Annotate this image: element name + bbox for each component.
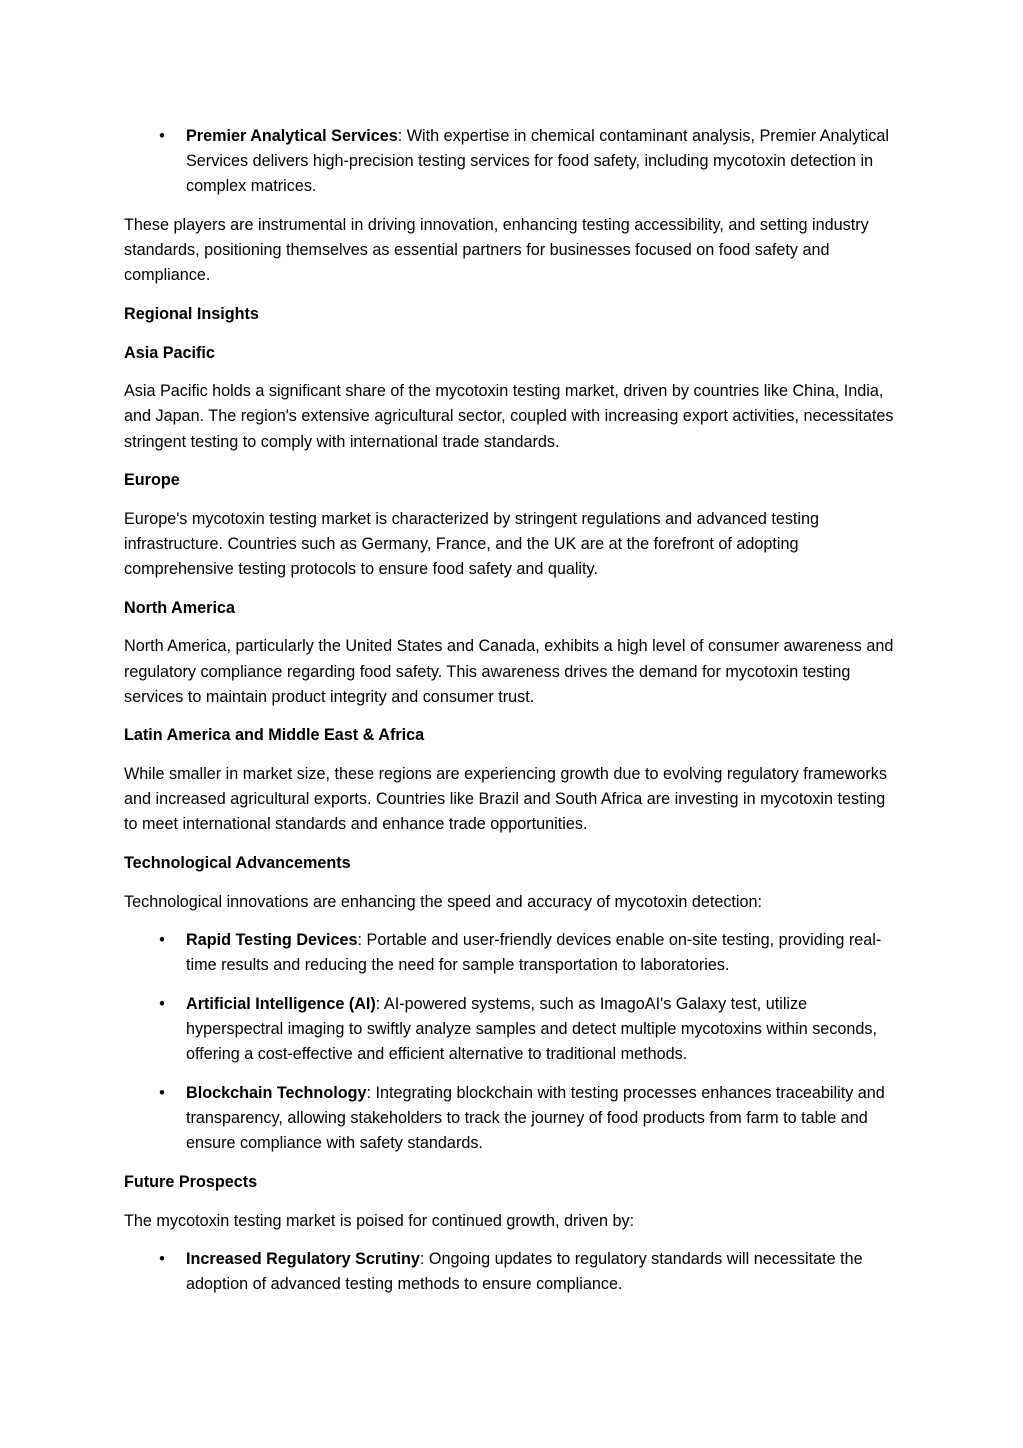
list-item-text: : Ongoing updates to regulatory standards will necessitate the adoption of advanced testing methods to ensure compliance. [186,1250,863,1294]
future-list [124,1247,900,1297]
bullet-icon: • [159,127,165,145]
subheading-europe: Europe [124,471,180,490]
section-heading-regional-insights: Regional Insights [124,305,259,323]
bullet-icon: • [159,994,165,1013]
list-item-term: Rapid Testing Devices [186,931,358,950]
subheading-north-america: North America [124,598,235,617]
bullet-icon: • [159,1083,165,1102]
list-item-text: : With expertise in chemical contaminant analysis, Premier Analytical Services delivers high-precision testing services for food safety, including mycotoxin detection in complex matrices. [186,127,889,196]
bullet-icon: • [159,931,165,950]
list-item [124,928,900,978]
list-item-term: Artificial Intelligence (AI) [186,994,376,1013]
players-list [124,124,900,200]
list-item-text: : Portable and user-friendly devices enable on-site testing, providing real-time results and reducing the need for sample transportation to laboratories. [186,931,882,975]
list-item-term: Blockchain Technology [186,1083,367,1102]
players-summary: These players are instrumental in driving innovation, enhancing testing accessibility, and setting industry standards, positioning themselves as essential partners for businesses focused on food safety and compliance. [124,216,869,285]
list-item-text: : Integrating blockchain with testing processes enhances traceability and transparency, allowing stakeholders to track the journey of food products from farm to table and ensure compliance with safety standards. [186,1083,885,1153]
list-item [124,1081,900,1157]
paragraph-future-intro: The mycotoxin testing market is poised for continued growth, driven by: [124,1211,635,1230]
tech-list [124,928,900,1156]
document-page [124,124,900,1311]
bullet-icon: • [159,1250,165,1269]
paragraph-asia-pacific: Asia Pacific holds a significant share of the mycotoxin testing market, driven by countries like China, India, and Japan. The region's extensive agricultural sector, coupled with increasing export activities, necessitates stringent testing to comply with international trade standards. [124,382,894,451]
list-item-text: : AI-powered systems, such as ImagoAI's Galaxy test, utilize hyperspectral imaging to swiftly analyze samples and detect multiple mycotoxins within seconds, offering a cost-effective and efficient alternative to traditional methods. [186,994,877,1064]
list-item [124,992,900,1068]
subheading-asia-pacific: Asia Pacific [124,343,215,362]
list-item-term: Premier Analytical Services [186,127,398,145]
list-item [124,1247,900,1297]
paragraph-north-america: North America, particularly the United States and Canada, exhibits a high level of consumer awareness and regulatory compliance regarding food safety. This awareness drives the demand for mycotoxin testing services to maintain product integrity and consumer trust. [124,637,894,706]
paragraph-latam-mea: While smaller in market size, these regions are experiencing growth due to evolving regulatory frameworks and increased agricultural exports. Countries like Brazil and South Africa are investing in mycotoxin testing to meet international standards and enhance trade opportunities. [124,764,887,834]
subheading-latam-mea: Latin America and Middle East & Africa [124,726,425,745]
paragraph-europe: Europe's mycotoxin testing market is characterized by stringent regulations and advanced testing infrastructure. Countries such as Germany, France, and the UK are at the forefront of adopting comprehensive testing protocols to ensure food safety and quality. [124,509,820,579]
list-item [124,124,900,200]
list-item-term: Increased Regulatory Scrutiny [186,1250,420,1269]
paragraph-tech-intro: Technological innovations are enhancing the speed and accuracy of mycotoxin detection: [124,892,763,911]
section-heading-technological-advancements: Technological Advancements [124,853,351,872]
section-heading-future-prospects: Future Prospects [124,1172,258,1191]
